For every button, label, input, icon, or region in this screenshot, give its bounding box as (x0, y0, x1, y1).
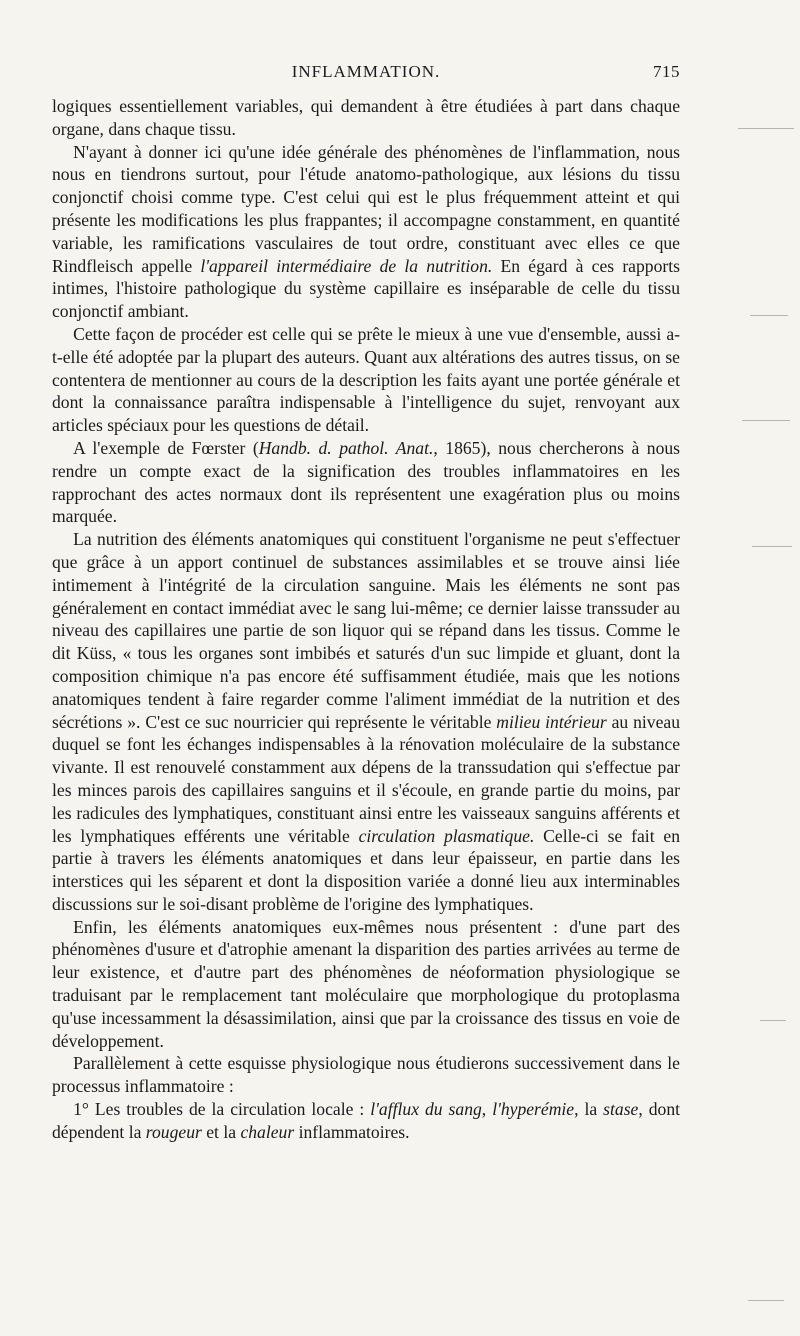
page-header (52, 62, 680, 88)
text-run: logiques essentiellement variables, qui demandent à être étudiées à part dans chaque organe, dans chaque tissu. (52, 96, 680, 139)
text-run: , dont dépendent la (52, 1099, 681, 1142)
page-number: 715 (653, 62, 680, 81)
text-run: Parallèlement à cette esquisse physiologique nous étudierons successivement dans le processus inflammatoire : (52, 1053, 680, 1097)
text-run: Enfin, les éléments anatomiques eux-mêmes nous présentent : d'une part des phénomènes d'usure et d'atrophie amenant la disparition des parties arrivées au terme de leur existence, et d'autre part des phénomènes de néoformation physiologique se traduisant par le remplacement tant moléculaire que morphologique du protoplasma qu'use incessamment la désassimilation, ainsi que par la croissance des tissus en voie de développement. (52, 916, 680, 1051)
text-run: au niveau duquel se font les échanges indispensables à la rénovation moléculaire de la substance vivante. Il est renouvelé constamment aux dépens de la transsudation qui s'effectue par les minces parois des capillaires sanguins et il s'écoule, en grande partie du moins, par les radicules des lymphatiques, constituant ainsi entre les vaisseaux sanguins afférents et les lymphatiques efférents une véritable (52, 711, 680, 846)
text-run: inflammatoires. (294, 1121, 410, 1142)
edge-mark (760, 1020, 786, 1021)
text-run: N'ayant à donner ici qu'une idée générale des phénomènes de l'inflammation, nous nous en tiendrons surtout, pour l'étude anatomo-pathologique, aux lésions du tissu conjonctif choisi comme type. C'est celui qui est le plus fréquemment atteint et qui présente les modifications les plus frappantes; il accompagne constamment, en quantité variable, les ramifications vasculaires de tout ordre, constituant avec elles ce que Rindfleisch appelle (52, 141, 680, 276)
page-edge-marks (730, 0, 800, 1336)
italic-run: rougeur (145, 1121, 202, 1142)
text-run: Cette façon de procéder est celle qui se prête le mieux à une vue d'ensemble, aussi a-t-elle été adoptée par la plupart des auteurs. Quant aux altérations des autres tissus, on se contentera de mentionner au cours de la description les faits ayant une portée générale et dont la connaissance paraîtra indispensable à l'intelligence du sujet, renvoyant aux articles spéciaux pour les questions de détail. (52, 323, 680, 436)
paragraph-5 (52, 528, 680, 916)
italic-run: l'appareil intermédiaire de la nutrition. (200, 255, 493, 276)
italic-run: milieu intérieur (496, 711, 607, 732)
italic-run: stase (603, 1099, 639, 1120)
text-run: et la (201, 1121, 241, 1142)
running-title: INFLAMMATION. (291, 62, 441, 81)
edge-mark (748, 1300, 784, 1301)
text-run: , 1865), nous chercherons à nous rendre un compte exact de la signification des troubles inflammatoires en les rapprochant des actes normaux dont ils représentent une exagération plus ou moins marquée. (52, 437, 681, 527)
edge-mark (750, 315, 788, 316)
text-run: , (481, 1099, 493, 1120)
italic-run: l'afflux du sang (370, 1099, 482, 1120)
text-run: , la (574, 1099, 604, 1120)
body-text (52, 95, 680, 1144)
text-run: 1° Les troubles de la circulation locale : (73, 1099, 371, 1120)
text-run: A l'exemple de Fœrster ( (73, 437, 259, 458)
edge-mark (742, 420, 790, 421)
paragraph-8 (52, 1098, 680, 1144)
text-run: En égard à ces rapports intimes, l'histoire pathologique du système capillaire es inséparable de celle du tissu conjonctif ambiant. (52, 255, 680, 322)
italic-run: Handb. d. pathol. Anat. (258, 437, 434, 458)
italic-run: circulation plasmatique. (358, 825, 535, 846)
paragraph-2 (52, 141, 680, 323)
edge-mark (738, 128, 794, 129)
italic-run: chaleur (240, 1121, 295, 1142)
paragraph-4 (52, 437, 680, 528)
paragraph-3 (52, 323, 680, 437)
paragraph-7 (52, 1052, 680, 1098)
paragraph-6 (52, 916, 680, 1053)
edge-mark (752, 546, 792, 547)
text-run: Celle-ci se fait en partie à travers les éléments anatomiques et dans leur épaisseur, en partie dans les interstices qui les séparent et dont la disposition variée a donné lieu aux interminables discussions sur le soi-disant problème de l'origine des lymphatiques. (52, 825, 681, 914)
italic-run: l'hyperémie (492, 1099, 575, 1120)
paragraph-1 (52, 95, 680, 141)
text-run: La nutrition des éléments anatomiques qui constituent l'organisme ne peut s'effectuer que grâce à un apport continuel de substances assimilables et se trouve ainsi liée intimement à l'intégrité de la circulation sanguine. Mais les éléments ne sont pas généralement en contact immédiat avec le sang lui-même; ce dernier laisse transsuder au niveau des capillaires une partie de son liquor qui se répand dans les tissus. Comme le dit Küss, « tous les organes sont imbibés et saturés d'un suc limpide et gluant, dont la composition chimique n'a pas encore été suffisamment étudiée, mais que les notions anatomiques tendent à faire regarder comme l'aliment immédiat de la nutrition et des sécrétions ». C'est ce suc nourricier qui représente le véritable (52, 529, 680, 732)
